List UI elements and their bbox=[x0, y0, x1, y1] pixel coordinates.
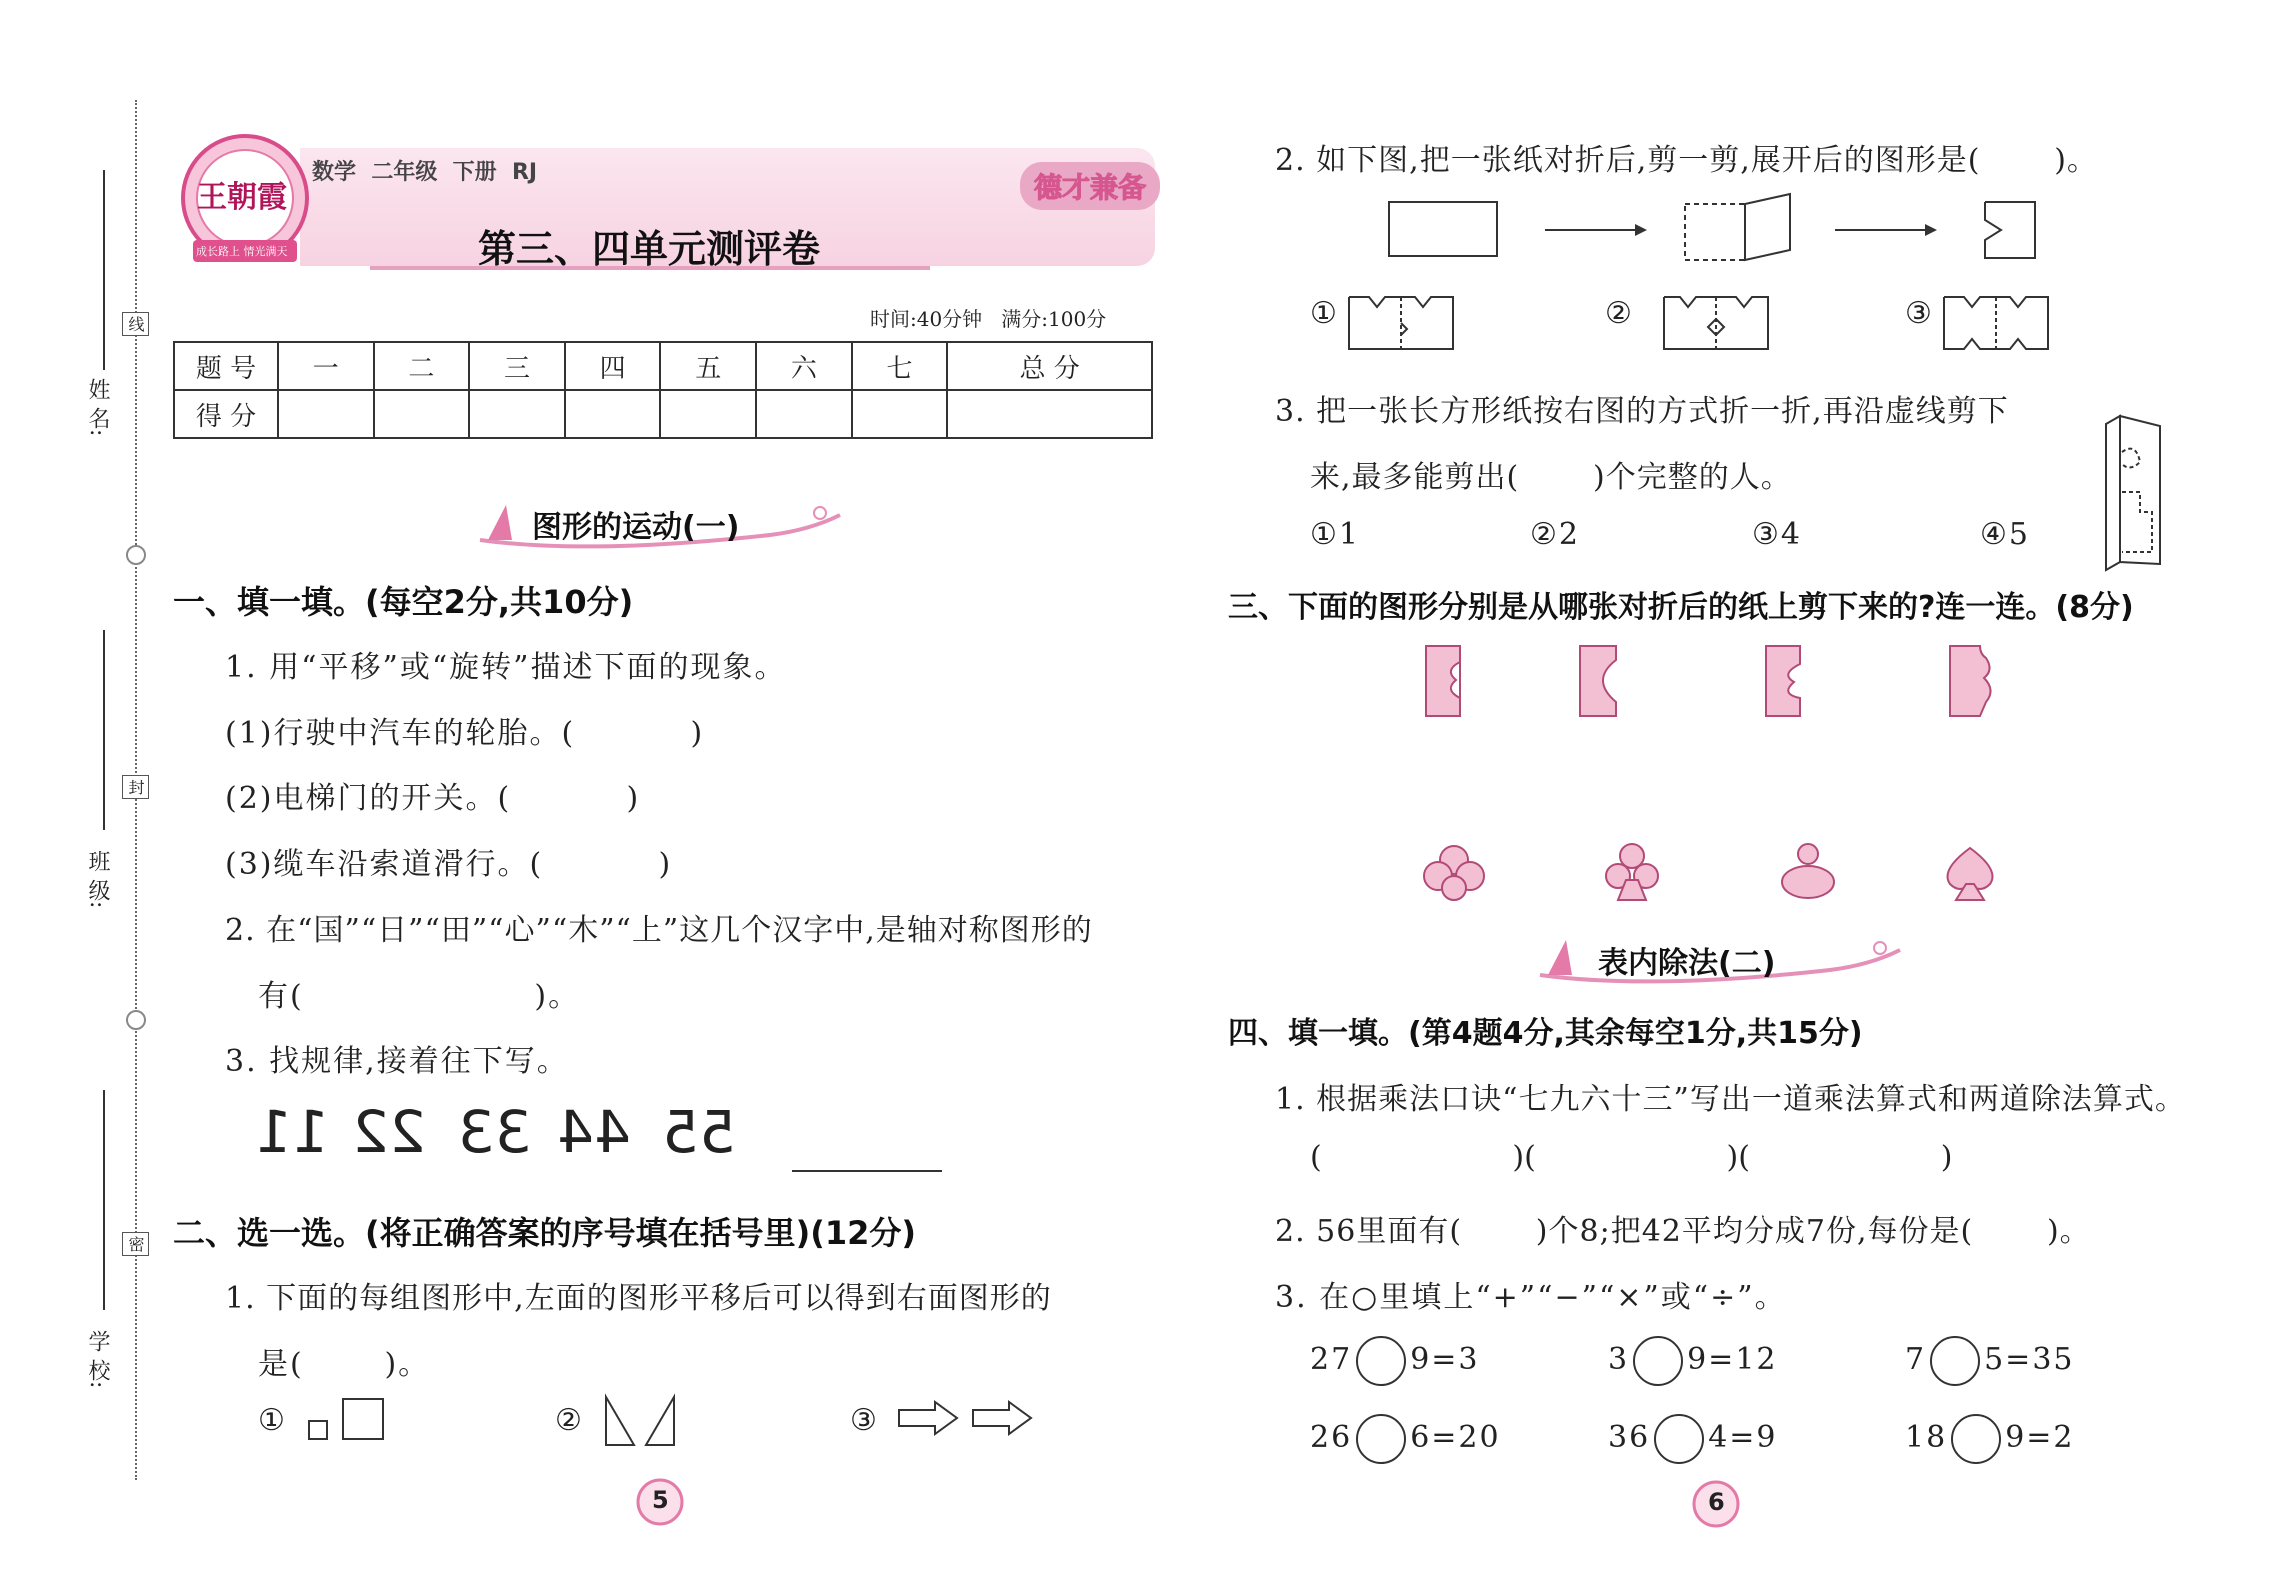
score-cell[interactable] bbox=[565, 390, 661, 438]
option-2-label: ② bbox=[555, 1403, 584, 1438]
seal-seal-box: 封 bbox=[122, 775, 149, 799]
part2-question-2: 2. 如下图,把一张纸对折后,剪一剪,展开后的图形是( )。 bbox=[1275, 143, 2098, 178]
question-1-2[interactable]: (2)电梯门的开关。( ) bbox=[225, 781, 641, 816]
question-1-1[interactable]: (1)行驶中汽车的轮胎。( ) bbox=[225, 716, 705, 751]
fold-cut-process-figure bbox=[1385, 190, 2055, 280]
mirror-number: 22 bbox=[352, 1098, 426, 1166]
question-2-answer[interactable]: 有( )。 bbox=[258, 979, 581, 1014]
score-cell[interactable] bbox=[469, 390, 565, 438]
equation-right: 9=2 bbox=[2005, 1420, 2075, 1455]
part4-question-1: 1. 根据乘法口诀“七九六十三”写出一道乘法算式和两道除法算式。 bbox=[1275, 1082, 2186, 1117]
part2-question-3: 3. 把一张长方形纸按右图的方式折一折,再沿虚线剪下 bbox=[1275, 394, 2009, 429]
operator-circle[interactable] bbox=[1951, 1414, 2001, 1464]
score-cell[interactable] bbox=[947, 390, 1152, 438]
class-label: 班 级: bbox=[85, 850, 110, 909]
choice-2[interactable]: ②2 bbox=[1530, 517, 1580, 552]
equation bbox=[1608, 1414, 1778, 1464]
equation-right: 4=9 bbox=[1708, 1420, 1778, 1455]
operator-circle[interactable] bbox=[1633, 1336, 1683, 1386]
part1-title: 一、填一填。(每空2分,共10分) bbox=[173, 583, 634, 621]
page-number: 6 bbox=[1708, 1488, 1725, 1516]
section-banner-title: 表内除法(二) bbox=[1598, 946, 1776, 981]
option-1-label: ① bbox=[258, 1403, 287, 1438]
equation bbox=[1905, 1336, 2075, 1386]
operator-circle[interactable] bbox=[1356, 1336, 1406, 1386]
mirror-number: 44 bbox=[557, 1098, 631, 1166]
fold-option-2-label: ② bbox=[1605, 296, 1634, 331]
mirror-number: 55 bbox=[662, 1098, 736, 1166]
table-cell: 七 bbox=[852, 342, 948, 390]
binding-hole bbox=[126, 1010, 146, 1030]
table-row bbox=[174, 390, 1152, 438]
table-cell: 六 bbox=[756, 342, 852, 390]
table-cell: 四 bbox=[565, 342, 661, 390]
part2-title: 二、选一选。(将正确答案的序号填在括号里)(12分) bbox=[173, 1214, 917, 1252]
question-2: 2. 在“国”“日”“田”“心”“木”“上”这几个汉字中,是轴对称图形的 bbox=[225, 913, 1093, 948]
score-cell[interactable] bbox=[278, 390, 374, 438]
equation-left: 27 bbox=[1310, 1342, 1353, 1377]
equation-right: 9=12 bbox=[1687, 1342, 1778, 1377]
table-cell: 题 号 bbox=[174, 342, 278, 390]
equation-left: 3 bbox=[1608, 1342, 1630, 1377]
seal-line-box: 线 bbox=[122, 312, 149, 336]
school-label: 学 校: bbox=[85, 1330, 110, 1389]
fold-option-3-figure bbox=[1940, 293, 2055, 355]
equation-right: 9=3 bbox=[1410, 1342, 1480, 1377]
fold-option-1-figure bbox=[1345, 293, 1460, 355]
table-cell: 三 bbox=[469, 342, 565, 390]
logo-text: 王朝霞 bbox=[197, 180, 287, 215]
choice-3[interactable]: ③4 bbox=[1752, 517, 1802, 552]
translation-triangles-figure bbox=[600, 1393, 690, 1449]
choice-1[interactable]: ①1 bbox=[1310, 517, 1360, 552]
equation bbox=[1310, 1336, 1480, 1386]
part2-question-1-answer[interactable]: 是( )。 bbox=[258, 1347, 431, 1382]
fold-option-1-label: ① bbox=[1310, 296, 1339, 331]
section-banner-title: 图形的运动(一) bbox=[532, 510, 740, 545]
title-underline bbox=[370, 266, 930, 270]
part3-title: 三、下面的图形分别是从哪张对折后的纸上剪下来的?连一连。(8分) bbox=[1228, 590, 2134, 625]
binding-hole bbox=[126, 545, 146, 565]
table-cell: 五 bbox=[660, 342, 756, 390]
class-underline bbox=[103, 630, 105, 830]
score-cell[interactable] bbox=[756, 390, 852, 438]
table-cell: 一 bbox=[278, 342, 374, 390]
logo-subtext: 成长路上 情光满天 bbox=[196, 245, 288, 258]
mirror-number: 11 bbox=[255, 1098, 329, 1166]
seal-secret-box: 密 bbox=[122, 1232, 149, 1256]
operator-circle[interactable] bbox=[1654, 1414, 1704, 1464]
score-cell[interactable] bbox=[660, 390, 756, 438]
answer-blank[interactable] bbox=[792, 1170, 942, 1172]
table-row bbox=[174, 342, 1152, 390]
part4-title: 四、填一填。(第4题4分,其余每空1分,共15分) bbox=[1228, 1016, 1863, 1051]
score-cell[interactable] bbox=[374, 390, 470, 438]
equation-right: 5=35 bbox=[1984, 1342, 2075, 1377]
mirror-number: 33 bbox=[458, 1098, 532, 1166]
choice-4[interactable]: ④5 bbox=[1980, 517, 2030, 552]
motto-badge: 德才兼备 bbox=[1020, 162, 1160, 210]
folded-paper-figure bbox=[2100, 412, 2180, 572]
fold-option-2-figure bbox=[1660, 293, 1775, 355]
option-3-label: ③ bbox=[850, 1403, 879, 1438]
score-cell[interactable] bbox=[852, 390, 948, 438]
table-cell: 得 分 bbox=[174, 390, 278, 438]
equation-left: 36 bbox=[1608, 1420, 1651, 1455]
part4-question-1-answers[interactable]: ( )( )( ) bbox=[1310, 1140, 1953, 1175]
translation-squares-figure bbox=[305, 1395, 395, 1445]
folded-paper-halves-row[interactable] bbox=[1420, 640, 2020, 722]
equation bbox=[1608, 1336, 1778, 1386]
table-cell: 总 分 bbox=[947, 342, 1152, 390]
page-number: 5 bbox=[652, 1486, 669, 1514]
question-1: 1. 用“平移”或“旋转”描述下面的现象。 bbox=[225, 650, 787, 685]
equation-right: 6=20 bbox=[1410, 1420, 1501, 1455]
equation bbox=[1310, 1414, 1501, 1464]
subject-line: 数学 二年级 下册 RJ bbox=[312, 160, 538, 185]
name-underline bbox=[103, 170, 105, 370]
translation-arrows-figure bbox=[895, 1398, 1045, 1438]
part2-question-1: 1. 下面的每组图形中,左面的图形平移后可以得到右面图形的 bbox=[225, 1281, 1052, 1316]
part2-question-3-answer[interactable]: 来,最多能剪出( )个完整的人。 bbox=[1310, 460, 1792, 495]
operator-circle[interactable] bbox=[1930, 1336, 1980, 1386]
name-label: 姓 名: bbox=[85, 378, 110, 437]
cut-shapes-row[interactable] bbox=[1418, 840, 2058, 904]
score-table bbox=[173, 341, 1153, 439]
fold-option-3-label: ③ bbox=[1905, 296, 1934, 331]
equation-left: 7 bbox=[1905, 1342, 1927, 1377]
part4-question-3: 3. 在○里填上“+”“−”“×”或“÷”。 bbox=[1275, 1280, 1787, 1315]
equation bbox=[1905, 1414, 2075, 1464]
time-info: 时间:40分钟 满分:100分 bbox=[870, 307, 1107, 331]
table-cell: 二 bbox=[374, 342, 470, 390]
equation-left: 26 bbox=[1310, 1420, 1353, 1455]
school-underline bbox=[103, 1090, 105, 1310]
question-1-3[interactable]: (3)缆车沿索道滑行。( ) bbox=[225, 847, 673, 882]
exam-title: 第三、四单元测评卷 bbox=[478, 227, 821, 271]
question-3: 3. 找规律,接着往下写。 bbox=[225, 1044, 569, 1079]
operator-circle[interactable] bbox=[1356, 1414, 1406, 1464]
part4-question-2[interactable]: 2. 56里面有( )个8;把42平均分成7份,每份是( )。 bbox=[1275, 1214, 2091, 1249]
equation-left: 18 bbox=[1905, 1420, 1948, 1455]
